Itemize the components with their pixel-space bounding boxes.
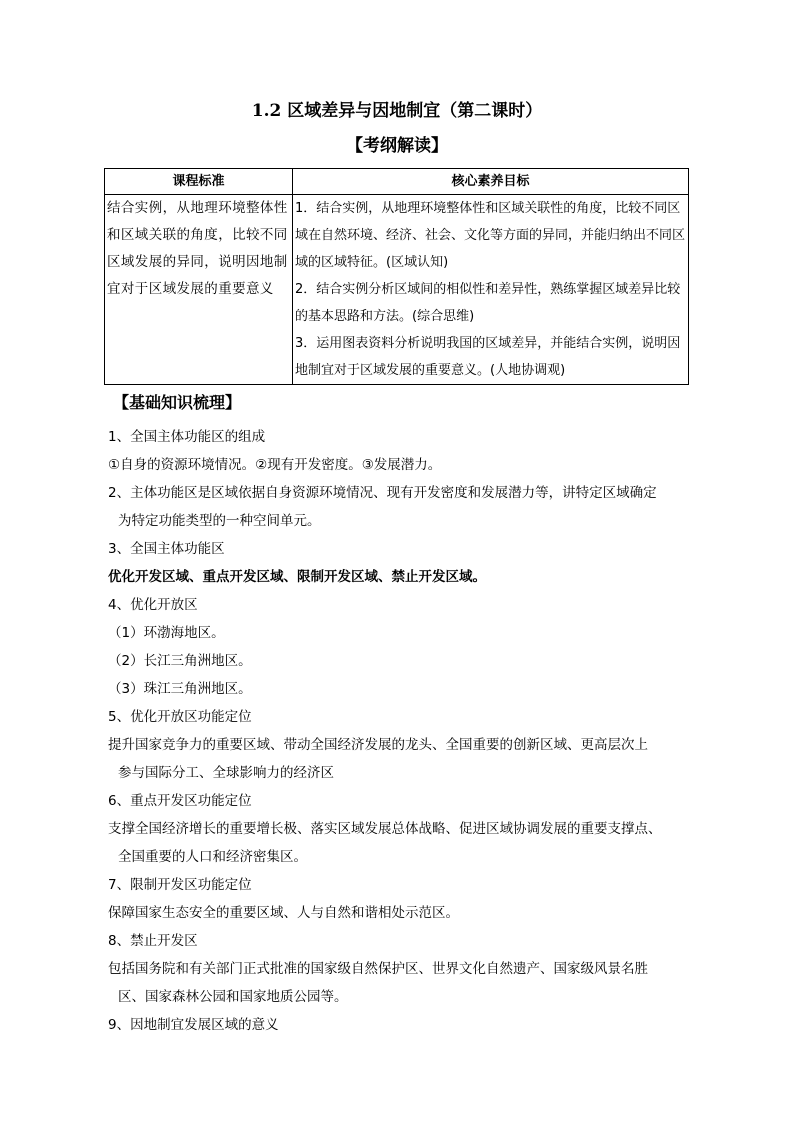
list-item: 9、因地制宜发展区域的意义 xyxy=(108,1017,279,1033)
list-item: 3、全国主体功能区 xyxy=(108,541,225,557)
list-item: ①自身的资源环境情况。②现有开发密度。③发展潜力。 xyxy=(108,457,442,473)
list-item: 7、限制开发区功能定位 xyxy=(108,877,252,893)
section-heading-basics: 【基础知识梳理】 xyxy=(113,393,242,412)
goal-item: 2．结合实例分析区域间的相似性和差异性，熟练掌握区域差异比较的基本思路和方法。(综合思维) xyxy=(295,282,681,324)
header-core-competency: 核心素养目标 xyxy=(293,169,689,195)
list-item: 全国重要的人口和经济密集区。 xyxy=(118,849,307,865)
goal-item: 1．结合实例，从地理环境整体性和区域关联性的角度，比较不同区域在自然环境、经济、社会、文化等方面的异同，并能归纳出不同区域的区域特征。(区域认知) xyxy=(295,201,686,270)
list-item: （2）长江三角洲地区。 xyxy=(108,653,252,669)
goal-item: 3．运用图表资料分析说明我国的区域差异，并能结合实例，说明因地制宜对于区域发展的重要意义。(人地协调观) xyxy=(295,336,681,378)
list-item: 1、全国主体功能区的组成 xyxy=(108,429,266,445)
list-item: 保障国家生态安全的重要区域、人与自然和谐相处示范区。 xyxy=(108,905,459,921)
knowledge-list xyxy=(108,423,693,1039)
list-item: 5、优化开放区功能定位 xyxy=(108,709,252,725)
list-item: 6、重点开发区功能定位 xyxy=(108,793,252,809)
list-item: 优化开发区域、重点开发区域、限制开发区域、禁止开发区域。 xyxy=(108,569,486,585)
curriculum-table xyxy=(104,168,689,385)
document-title: 1.2 区域差异与因地制宜（第二课时） xyxy=(251,101,543,121)
section-heading-outline: 【考纲解读】 xyxy=(346,136,448,156)
list-item: 2、主体功能区是区域依据自身资源环境情况、现有开发密度和发展潜力等，讲特定区域确定 xyxy=(108,485,657,501)
list-item: 4、优化开放区 xyxy=(108,597,198,613)
list-item: 提升国家竞争力的重要区域、带动全国经济发展的龙头、全国重要的创新区域、更高层次上 xyxy=(108,737,648,753)
list-item: （3）珠江三角洲地区。 xyxy=(108,681,252,697)
list-item: 支撑全国经济增长的重要增长极、落实区域发展总体战略、促进区域协调发展的重要支撑点、 xyxy=(108,821,662,837)
competency-goals-cell xyxy=(293,195,689,385)
list-item: 区、国家森林公园和国家地质公园等。 xyxy=(118,989,348,1005)
list-item: 包括国务院和有关部门正式批准的国家级自然保护区、世界文化自然遗产、国家级风景名胜 xyxy=(108,961,648,977)
list-item: （1）环渤海地区。 xyxy=(108,625,225,641)
curriculum-standard-cell: 结合实例，从地理环境整体性和区域关联的角度，比较不同区域发展的异同，说明因地制宜对于区域发展的重要意义 xyxy=(105,195,293,385)
list-item: 为特定功能类型的一种空间单元。 xyxy=(118,513,321,529)
table-header-row xyxy=(105,169,689,195)
list-item: 8、禁止开发区 xyxy=(108,933,198,949)
header-curriculum-standard: 课程标准 xyxy=(105,169,293,195)
table-row xyxy=(105,195,689,385)
list-item: 参与国际分工、全球影响力的经济区 xyxy=(118,765,334,781)
